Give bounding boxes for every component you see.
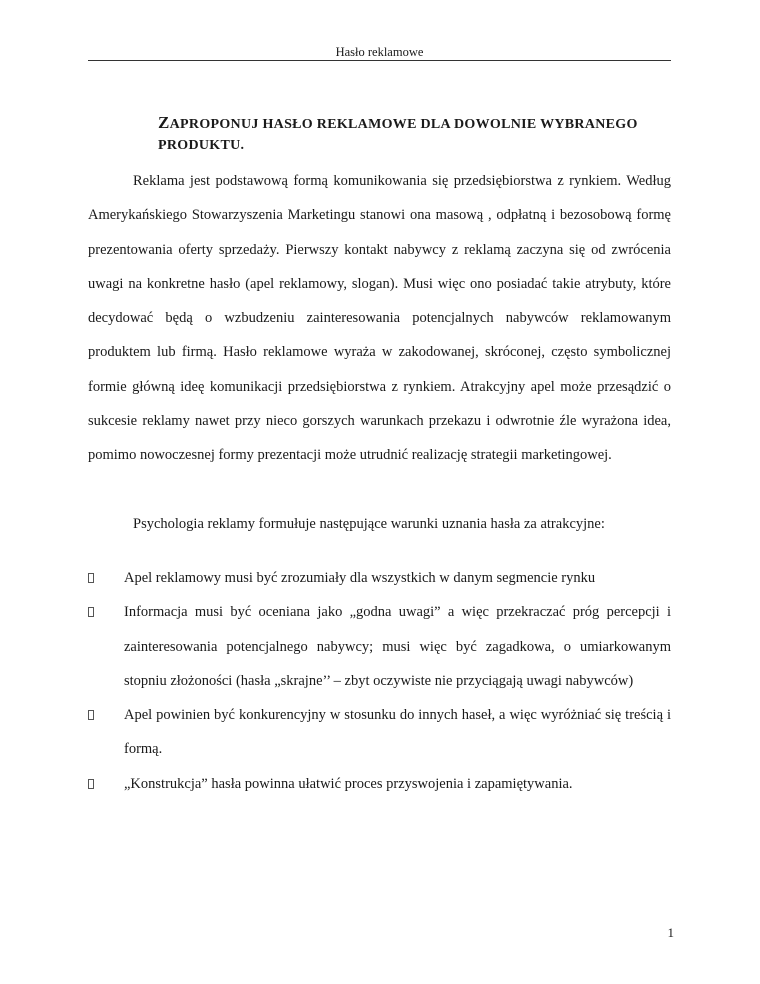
title-text: APROPONUJ HASŁO REKLAMOWE DLA DOWOLNIE WYBRANEGO PRODUKTU xyxy=(158,117,638,153)
list-item-text: Informacja musi być oceniana jako „godna uwagi” a więc przekraczać próg percepcji i zainteresowania potencjalnego nabywcy; musi więc być zagadkowa, o umiarkowanym stopniu złożoności (hasła „skrajne’’ – zbyt oczywiste nie przyciągają uwagi nabywców) xyxy=(124,604,671,689)
page-header: Hasło reklamowe xyxy=(335,45,424,59)
intro-paragraph: Reklama jest podstawową formą komunikowania się przedsiębiorstwa z rynkiem. Według Amerykańskiego Stowarzyszenia Marketingu stanowi ona masową , odpłatną i bezosobową formę prezentowania oferty sprzedaży. Pierwszy kontakt nabywcy z reklamą zaczyna się od zwrócenia uwagi na konkretne hasło (apel reklamowy, slogan). Musi więc ono posiadać takie atrybuty, które decydować będą o wzbudzeniu zainteresowania potencjalnych nabywców reklamowanym produktem lub firmą. Hasło reklamowe wyraża w zakodowanej, skróconej, często symbolicznej formie główną ideę komunikacji przedsiębiorstwa z rynkiem. Atrakcyjny apel może przesądzić o sukcesie reklamy nawet przy nieco gorszych warunkach przekazu i odwrotnie źle wyrażona idea, pomimo nowoczesnej formy prezentacji może utrudnić realizację strategii marketingowej. xyxy=(88,173,671,464)
psychology-paragraph: Psychologia reklamy formułuje następujące warunki uznania hasła za atrakcyjne: xyxy=(133,516,605,532)
list-item-text: Apel powinien być konkurencyjny w stosunku do innych haseł, a więc wyróżniać się treścią i formą. xyxy=(124,707,671,758)
page-number: 1 xyxy=(667,925,674,940)
list-item xyxy=(88,767,671,801)
title-first-letter: Z xyxy=(158,113,170,132)
bullet-box-icon xyxy=(88,607,94,617)
list-item xyxy=(88,561,671,595)
list-item xyxy=(88,698,671,767)
title-end: . xyxy=(240,138,245,153)
list-item-text: Apel reklamowy musi być zrozumiały dla wszystkich w danym segmencie rynku xyxy=(124,570,596,586)
header-divider xyxy=(88,60,671,61)
conditions-list xyxy=(88,561,671,801)
document-title xyxy=(158,112,658,156)
list-item-text: „Konstrukcja” hasła powinna ułatwić proces przyswojenia i zapamiętywania. xyxy=(124,775,573,792)
bullet-box-icon xyxy=(88,573,94,583)
list-item xyxy=(88,595,671,698)
bullet-box-icon xyxy=(88,710,94,720)
bullet-box-icon xyxy=(88,779,94,789)
